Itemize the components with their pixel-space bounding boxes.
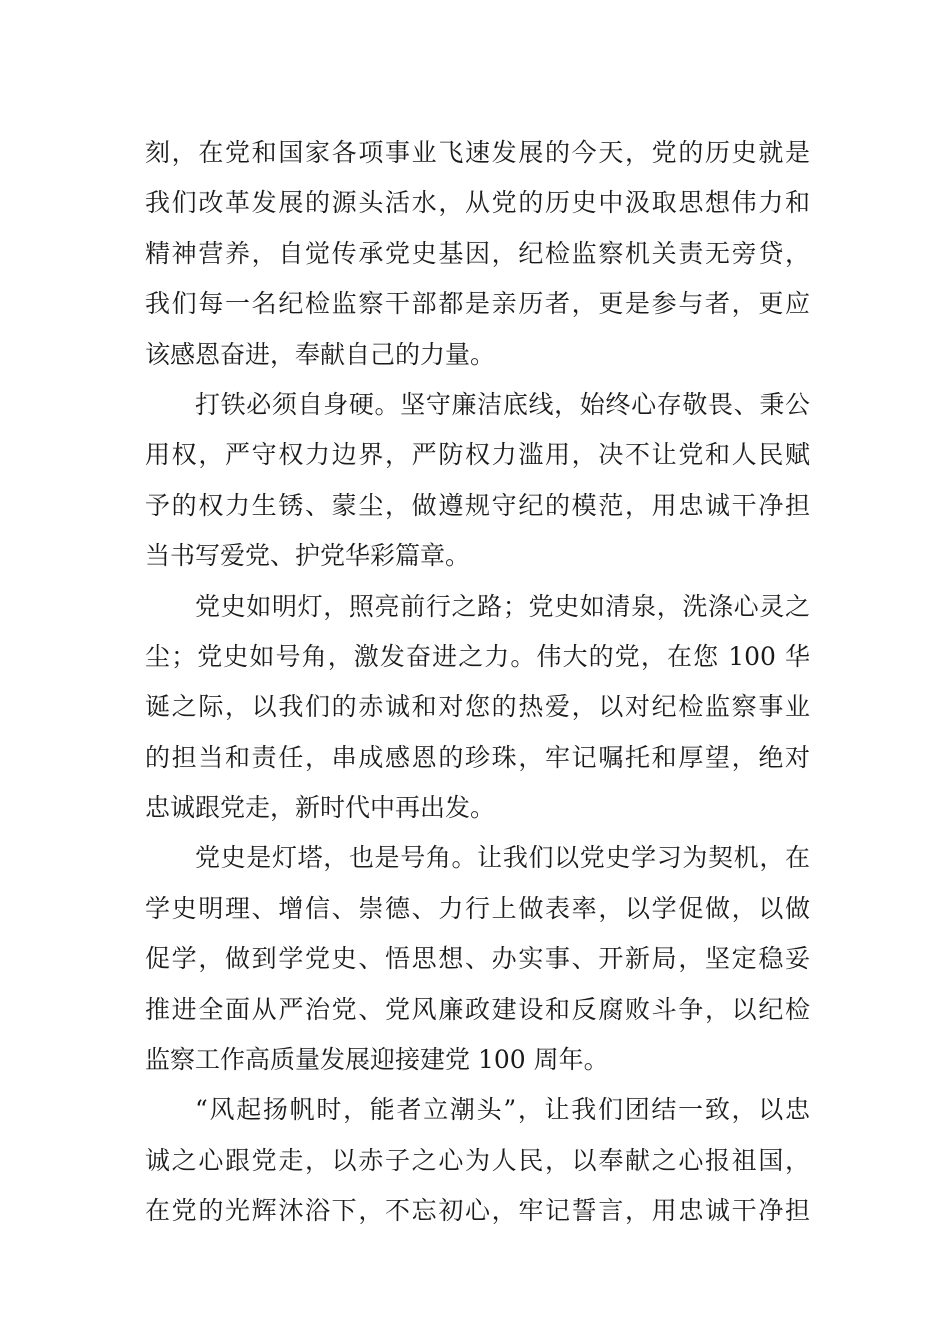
paragraph-5 <box>145 1085 810 1236</box>
document-page <box>145 128 810 1237</box>
text-line: 我们改革发展的源头活水，从党的历史中汲取思想伟力和 <box>145 188 810 218</box>
text-line: 党史如明灯，照亮前行之路；党史如清泉，洗涤心灵之 <box>195 591 810 621</box>
text-line: “风起扬帆时，能者立潮头”，让我们团结一致，以忠 <box>195 1095 810 1125</box>
text-line: 在党的光辉沐浴下，不忘初心，牢记誓言，用忠诚干净担 <box>145 1196 810 1226</box>
text-line: 监察工作高质量发展迎接建党 100 周年。 <box>145 1045 609 1075</box>
text-line: 该感恩奋进，奉献自己的力量。 <box>145 339 496 369</box>
text-line: 学史明理、增信、崇德、力行上做表率，以学促做，以做 <box>145 893 810 923</box>
text-line: 党史是灯塔，也是号角。让我们以党史学习为契机，在 <box>195 843 810 873</box>
text-line: 用权，严守权力边界，严防权力滥用，决不让党和人民赋 <box>145 440 810 470</box>
text-line: 诚之心跟党走，以赤子之心为人民，以奉献之心报祖国， <box>145 1145 810 1175</box>
text-line: 打铁必须自身硬。坚守廉洁底线，始终心存敬畏、秉公 <box>195 389 810 419</box>
paragraph-4 <box>145 833 810 1085</box>
text-line: 的担当和责任，串成感恩的珍珠，牢记嘱托和厚望，绝对 <box>145 742 810 772</box>
text-line: 当书写爱党、护党华彩篇章。 <box>145 541 471 571</box>
text-line: 诞之际，以我们的赤诚和对您的热爱，以对纪检监察事业 <box>145 692 810 722</box>
text-line: 精神营养，自觉传承党史基因，纪检监察机关责无旁贷， <box>145 238 810 268</box>
text-line: 尘；党史如号角，激发奋进之力。伟大的党，在您 100 华 <box>145 641 810 671</box>
text-line: 促学，做到学党史、悟思想、办实事、开新局，坚定稳妥 <box>145 944 810 974</box>
paragraph-1 <box>145 128 810 380</box>
paragraph-3 <box>145 582 810 834</box>
text-line: 推进全面从严治党、党风廉政建设和反腐败斗争，以纪检 <box>145 994 810 1024</box>
paragraph-2 <box>145 380 810 582</box>
text-line: 我们每一名纪检监察干部都是亲历者，更是参与者，更应 <box>145 289 810 319</box>
text-line: 予的权力生锈、蒙尘，做遵规守纪的模范，用忠诚干净担 <box>145 490 810 520</box>
text-line: 忠诚跟党走，新时代中再出发。 <box>145 793 496 823</box>
text-line: 刻，在党和国家各项事业飞速发展的今天，党的历史就是 <box>145 138 810 167</box>
